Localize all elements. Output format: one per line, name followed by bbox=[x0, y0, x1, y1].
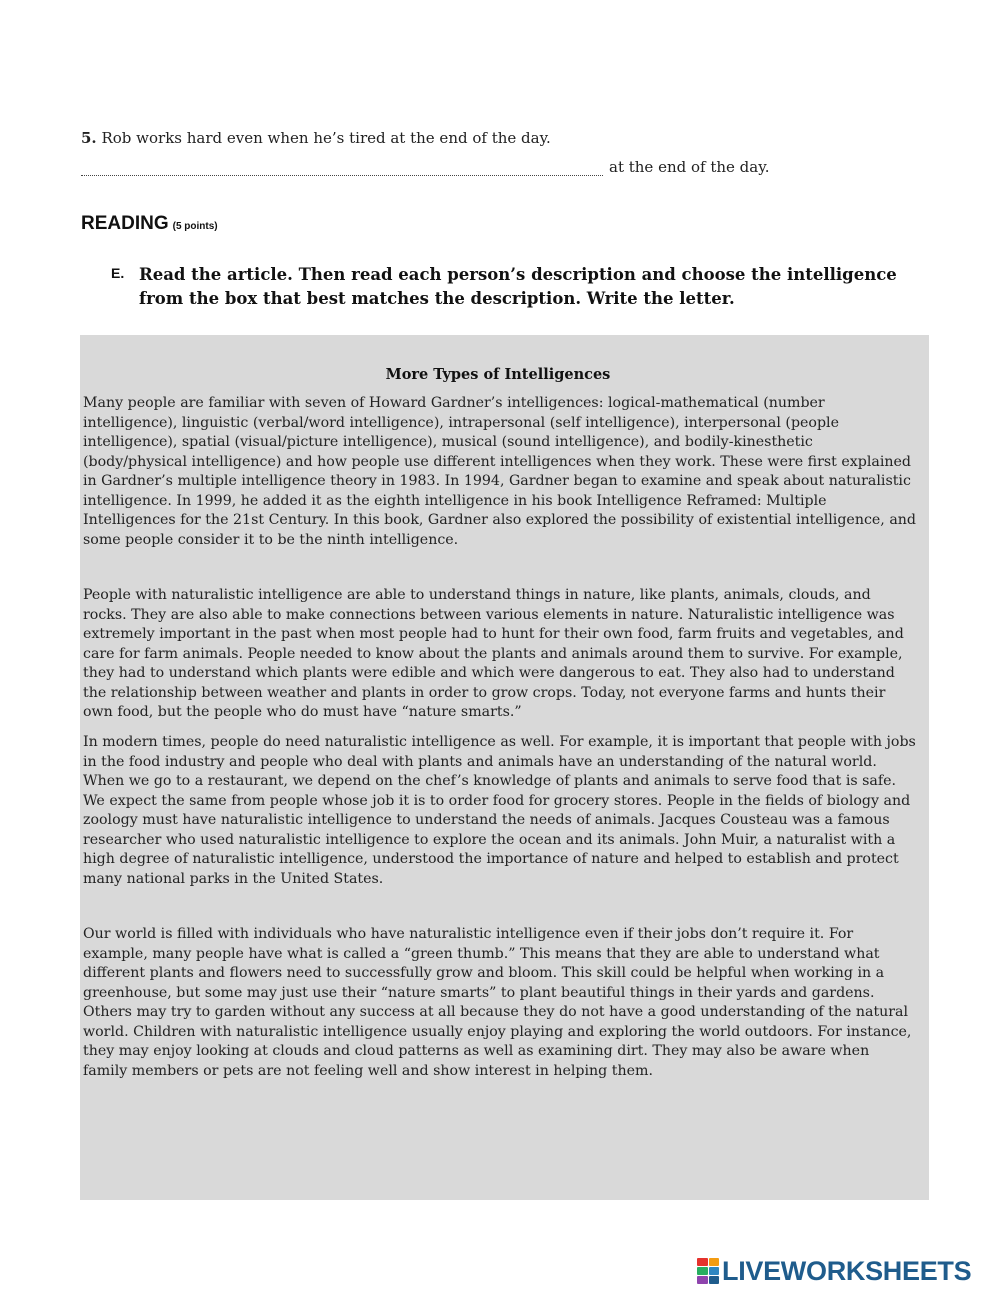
question-number: 5. bbox=[81, 129, 97, 147]
logo-text: LIVEWORKSHEETS bbox=[722, 1255, 972, 1286]
section-points: (5 points) bbox=[172, 221, 218, 232]
question-5 bbox=[81, 129, 551, 147]
question-prompt: Rob works hard even when he’s tired at the end of the day. bbox=[101, 129, 551, 147]
article-box bbox=[80, 335, 929, 1200]
answer-suffix: at the end of the day. bbox=[609, 158, 770, 176]
article-title: More Types of Intelligences bbox=[385, 366, 611, 383]
article-paragraph: Our world is filled with individuals who have naturalistic intelligence even if their jobs don’t require it. For example, many people have what is called a “green thumb.” This means that they are able to understand what different plants and flowers need to successfully grow and bloom. This skill could be helpful when working in a greenhouse, but some may just use their “nature smarts” to plant beautiful things in their yards and gardens. Others may try to garden without any success at all because they do not have a good understanding of the natural world. Children with naturalistic intelligence usually enjoy playing and exploring the world outdoors. For instance, they may enjoy looking at clouds and cloud patterns as well as examining dirt. They may also be aware when family members or pets are not feeling well and show interest in helping them. bbox=[83, 926, 912, 1079]
instruction-text: Read the article. Then read each person’s description and choose the intelligence from the box that best matches the description. Write the letter. bbox=[139, 265, 897, 308]
section-heading bbox=[81, 212, 218, 239]
instruction-letter: E. bbox=[111, 265, 125, 281]
article-paragraph: Many people are familiar with seven of Howard Gardner’s intelligences: logical-mathematical (number intelligence), linguistic (verbal/word intelligence), intrapersonal (self intelligence), interpersonal (people intelligence), spatial (visual/picture intelligence), musical (sound intelligence), and bodily-kinesthetic (body/physical intelligence) and how people use different intelligences when they work. These were first explained in Gardner’s multiple intelligence theory in 1983. In 1994, Gardner began to examine and speak about naturalistic intelligence. In 1999, he added it as the eighth intelligence in his book Intelligence Reframed: Multiple Intelligences for the 21st Century. In this book, Gardner also explored the possibility of existential intelligence, and some people consider it to be the ninth intelligence. bbox=[83, 395, 916, 548]
question-5-answer-row bbox=[81, 156, 769, 176]
liveworksheets-logo bbox=[697, 1255, 971, 1287]
article-paragraph: People with naturalistic intelligence are able to understand things in nature, like plants, animals, clouds, and rocks. They are also able to make connections between various elements in nature. Naturalistic intelligence was extremely important in the past when most people had to hunt for their own food, farm fruits and vegetables, and care for farm animals. People needed to know about the plants and animals around them to survive. For example, they had to understand which plants were edible and which were dangerous to eat. They also had to understand the relationship between weather and plants in order to grow crops. Today, not everyone farms and hunts their own food, but the people who do must have “nature smarts.” bbox=[83, 587, 904, 720]
article-paragraph: In modern times, people do need naturalistic intelligence as well. For example, it is important that people with jobs in the food industry and people who deal with plants and animals have an understanding of the natural world. When we go to a restaurant, we depend on the chef’s knowledge of plants and animals to serve food that is safe. We expect the same from people whose job it is to order food for grocery stores. People in the fields of biology and zoology must have naturalistic intelligence to understand the needs of animals. Jacques Cousteau was a famous researcher who used naturalistic intelligence to explore the ocean and its animals. John Muir, a naturalist with a high degree of naturalistic intelligence, understood the importance of nature and helped to establish and protect many national parks in the United States. bbox=[83, 734, 916, 887]
answer-blank-field[interactable] bbox=[81, 161, 603, 176]
section-title: READING bbox=[81, 213, 169, 234]
liveworksheets-logo-icon bbox=[697, 1258, 719, 1284]
